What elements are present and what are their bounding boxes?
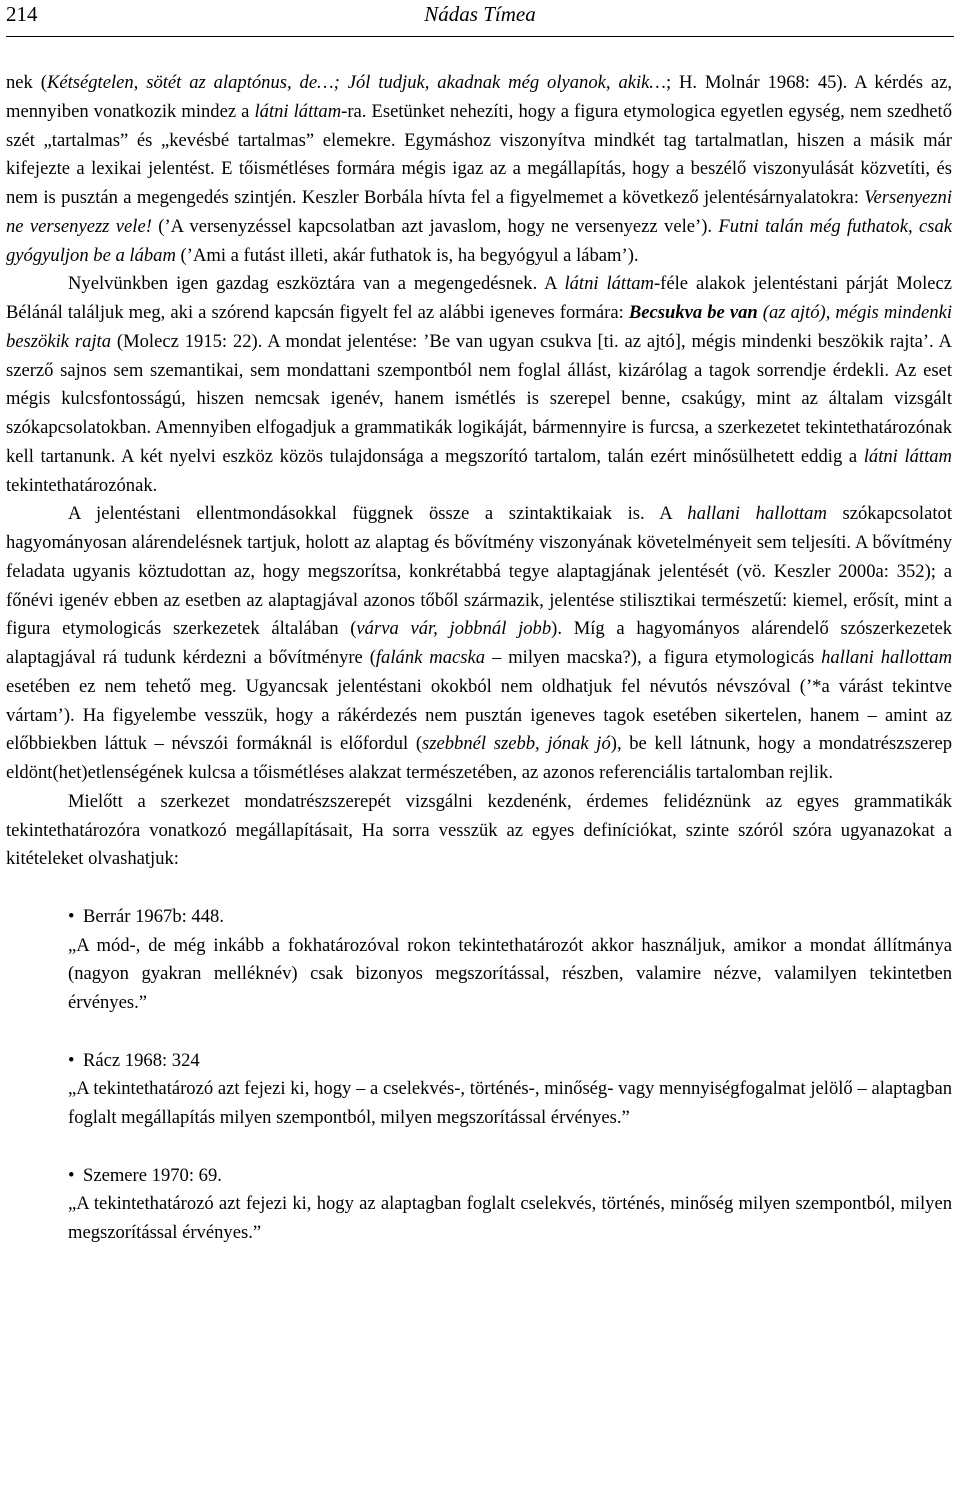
quote-source: [68, 1047, 952, 1076]
bullet-icon: •: [68, 1164, 75, 1186]
text-run: Nyelvünkben igen gazdag eszköztára van a megengedésnek. A: [68, 273, 565, 295]
text-run: – milyen macska?), a figura etymologicás: [485, 647, 822, 668]
italic-text: Versenyezni ne versenyezz vele!: [6, 187, 952, 237]
quote-source: [68, 903, 952, 932]
quote-source-label: Rácz 1968: 324: [83, 1049, 200, 1071]
quote-text: „A tekintethatározó azt fejezi ki, hogy – a cselekvés-, történés-, minőség- vagy mennyiségfogalmat jelölő – alaptagban foglalt megállapítás milyen szempontból, milyen megszorítással érvényes.”: [68, 1078, 952, 1128]
italic-text: Futni talán még futhatok, csak gyógyuljon be a lábam: [6, 215, 952, 266]
text-run: tekintethatározónak.: [6, 474, 158, 496]
quote-list: [68, 874, 952, 1248]
quote-item: [68, 903, 952, 1018]
paragraph: [6, 270, 952, 500]
spacer: [68, 1133, 952, 1162]
spacer: [68, 874, 952, 903]
body-text: [6, 69, 952, 1248]
text-run: (’Ami a futást illeti, akár futhatok is, ha begyógyul a lábam’).: [175, 244, 639, 266]
italic-text: falánk macska: [375, 647, 486, 668]
text-run: ), be kell látnunk, hogy a mondatrészszerep eldönt(het)etlenségének kulcsa a tőismétléses alakzat természetében, az azonos referenciális tartalomban rejlik.: [6, 733, 952, 783]
text-run: -ra. Esetünket nehezíti, hogy a figura etymologica egyetlen egység, nem szedhető szét „tartalmas” és „kevésbé tartalmas” elemekre. Egymáshoz viszonyítva mindkét tag tartalmatlan, hiszen a másik már kifejezte a lexikai jelentést. E tőismétléses formára mégis igaz az a megállapítás, hogy a beszélő viszonyulását közvetíti, és nem is pusztán a megengedés szintjén. Keszler Borbála hívta fel a figyelmemet a következő jelentésárnyalatokra:: [6, 100, 952, 208]
paragraph-list: [6, 69, 952, 874]
italic-text: [629, 302, 758, 323]
paragraph: [6, 500, 952, 788]
text-run: ; H. Molnár 1968: 45). A kérdés az, mennyiben vonatkozik mindez a: [6, 72, 952, 122]
paragraph: [6, 69, 952, 270]
emphasis-text: Becsukva be van: [628, 302, 758, 323]
text-run: (’A versenyzéssel kapcsolatban azt javaslom, hogy ne versenyezz vele’).: [151, 215, 719, 237]
text-run: -féle alakok jelentéstani párját Molecz Bélánál találjuk meg, aki a szórend kapcsán figyelt fel az alábbi igeneves formára:: [6, 273, 952, 323]
text-run: (Molecz 1915: 22). A mondat jelentése: ’Be van ugyan csukva [ti. az ajtó], mégis mindenki beszökik rajta’. A szerző sajnos sem szemantikai, sem mondattani szempontból nem foglal állást, kizárólag a tagok sorrendje érdekli. Az eset mégis kulcsfontosságú, hiszen nemcsak igenév, hanem ismétlés is szerepel benne, csakúgy, mint az általam vizsgált szókapcsolatokban. Amennyiben elfogadjuk a grammatikák logikáját, bármennyire is furcsa, a szerkezetet tekintethatározónak kell tartanunk. A két nyelvi eszköz közös tulajdonsága a megszorító tartalom, talán ezért minősülhetett eddig a: [6, 330, 952, 467]
quote-source-label: Berrár 1967b: 448.: [83, 905, 224, 927]
bullet-icon: •: [68, 905, 75, 927]
text-run: A jelentéstani ellentmondásokkal függnek össze a szintaktikaiak is. A: [68, 503, 688, 525]
page-number: 214: [6, 2, 38, 26]
text-run: nek (: [6, 72, 47, 93]
quote-source: [68, 1162, 952, 1191]
quote-item: [68, 1162, 952, 1248]
paragraph: [6, 788, 952, 874]
running-head: Nádas Tímea: [424, 2, 536, 26]
italic-text: látni láttam: [254, 100, 342, 122]
text-run: ). Míg a hagyományos alárendelő szószerkezetek alaptagjával rá tudunk kérdezni a bővítményre (: [6, 618, 953, 668]
quote-source-label: Szemere 1970: 69.: [83, 1164, 222, 1186]
italic-text: hallani hallottam: [821, 647, 952, 668]
quote-text: „A mód-, de még inkább a fokhatározóval rokon tekintethatározót akkor használjuk, amikor a mondat állítmánya (nagyon gyakran melléknév) csak bizonyos megszorítással, részben, valamire nézve, valamilyen tekintetben érvényes.”: [68, 934, 952, 1013]
italic-text: látni láttam: [564, 273, 654, 295]
bullet-icon: •: [68, 1049, 75, 1071]
italic-text: látni láttam: [863, 445, 952, 467]
italic-text: szebbnél szebb, jónak jó: [422, 733, 611, 755]
italic-text: Kétségtelen, sötét az alaptónus, de…; Jól tudjuk, akadnak még olyanok, akik…: [46, 72, 666, 93]
italic-text: várva vár, jobbnál jobb: [356, 618, 552, 640]
text-run: esetében ez nem tehető meg. Ugyancsak jelentéstani okokból nem oldhatjuk fel névutós névszóval (’*a várást tekintve vártam’). Ha figyelembe vesszük, hogy a rákérdezés nem pusztán igeneves tagok esetében sikertelen, hanem – amint az előbbiekben láttuk – névszói formáknál is előfordul (: [6, 675, 952, 755]
spacer: [68, 1018, 952, 1047]
italic-text: (az ajtó), mégis mindenki beszökik rajta: [6, 302, 953, 352]
italic-text: hallani hallottam: [687, 503, 827, 525]
page-header: [6, 0, 954, 37]
text-run: szókapcsolatot hagyományosan alárendelésnek tartjuk, holott az alaptag és bővítmény viszonyának követelményeit sem teljesíti. A bővítmény feladata ugyanis köztudottan az, hogy megszorítsa, konkrétabbá tegye alaptagjának jelentését (vö. Keszler 2000a: 352); a főnévi igenév ebben az esetben az alaptagjával azonos tőből származik, jelentése stilisztikai természetű: kiemel, erősít, mint a figura etymologicás szerkezetek általában (: [6, 503, 952, 640]
quote-item: [68, 1047, 952, 1133]
text-run: Mielőtt a szerkezet mondatrészszerepét vizsgálni kezdenénk, érdemes felidéznünk az egyes grammatikák tekintethatározóra vonatkozó megállapításait, Ha sorra vesszük az egyes definíciókat, szinte szóról szóra ugyanazokat a kitételeket olvashatjuk:: [6, 790, 952, 870]
quote-text: „A tekintethatározó azt fejezi ki, hogy az alaptagban foglalt cselekvés, történés, minőség milyen szempontból, milyen megszorítással érvényes.”: [68, 1193, 952, 1243]
